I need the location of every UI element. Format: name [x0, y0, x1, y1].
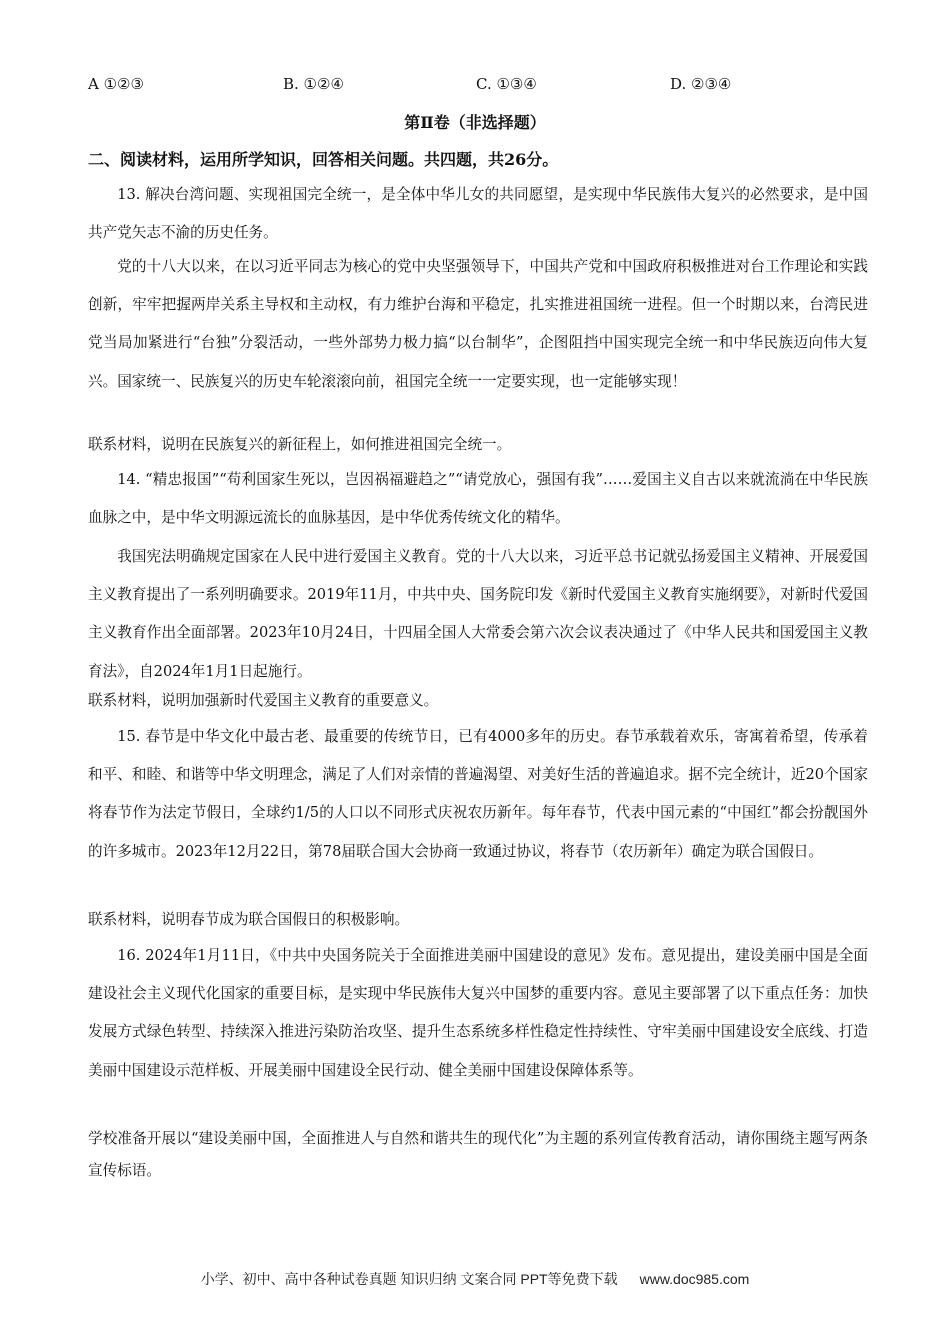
option-d: D. ②③④: [670, 75, 732, 93]
answer-options: [88, 75, 888, 97]
q16-question: 学校准备开展以“建设美丽中国，全面推进人与自然和谐共生的现代化”为主题的系列宣传教育活动，请你围绕主题写两条宣传标语。: [88, 1130, 868, 1179]
option-b: B. ①②④: [283, 75, 344, 93]
q15-question: 联系材料，说明春节成为联合国假日的积极影响。: [88, 911, 410, 928]
q13-paragraph-2: 党的十八大以来，在以习近平同志为核心的党中央坚强领导下，中国共产党和中国政府积极推进对台工作理论和实践创新，牢牢把握两岸关系主导权和主动权，有力维护台海和平稳定，扎实推进祖国统一进程。但一个时期以来，台湾民进党当局加紧进行“台独”分裂活动，一些外部势力极力搞“以台制华”，企图阻挡中国实现完全统一和中华民族迈向伟大复兴。国家统一、民族复兴的历史车轮滚滚向前，祖国完全统一一定要实现，也一定能够实现！: [88, 258, 868, 390]
q16-paragraph-1: 16. 2024年1月11日，《中共中央国务院关于全面推进美丽中国建设的意见》发布。意见提出，建设美丽中国是全面建设社会主义现代化国家的重要目标，是实现中华民族伟大复兴中国梦的重要内容。意见主要部署了以下重点任务：加快发展方式绿色转型、持续深入推进污染防治攻坚、提升生态系统多样性稳定性持续性、守牢美丽中国建设安全底线、打造美丽中国建设示范样板、开展美丽中国建设全民行动、健全美丽中国建设保障体系等。: [88, 947, 868, 1079]
q13-question: 联系材料，说明在民族复兴的新征程上，如何推进祖国完全统一。: [88, 436, 512, 453]
footer-link[interactable]: www.doc985.com: [639, 1271, 750, 1287]
volume-title: 第Ⅱ卷（非选择题）: [404, 113, 546, 132]
q13-paragraph-1: 13. 解决台湾问题、实现祖国完全统一，是全体中华儿女的共同愿望，是实现中华民族伟大复兴的必然要求，是中国共产党矢志不渝的历史任务。: [88, 186, 868, 242]
option-a: A ①②③: [88, 75, 144, 93]
q14-paragraph-1: 14. “精忠报国”“苟利国家生死以，岂因祸福避趋之”“请党放心，强国有我”……爱国主义自古以来就流淌在中华民族血脉之中，是中华文明源远流长的血脉基因，是中华优秀传统文化的精华。: [88, 471, 868, 527]
q14-paragraph-2: 我国宪法明确规定国家在人民中进行爱国主义教育。党的十八大以来，习近平总书记就弘扬爱国主义精神、开展爱国主义教育提出了一系列明确要求。2019年11月，中共中央、国务院印发《新时代爱国主义教育实施纲要》，对新时代爱国主义教育作出全面部署。2023年10月24日，十四届全国人大常委会第六次会议表决通过了《中华人民共和国爱国主义教育法》，自2024年1月1日起施行。: [88, 548, 868, 680]
footer-text: 小学、初中、高中各种试卷真题 知识归纳 文案合同 PPT等免费下载: [200, 1271, 618, 1287]
q14-question: 联系材料，说明加强新时代爱国主义教育的重要意义。: [88, 692, 439, 709]
q15-paragraph-1: 15. 春节是中华文化中最古老、最重要的传统节日，已有4000多年的历史。春节承载着欢乐，寄寓着希望，传承着和平、和睦、和谐等中华文明理念，满足了人们对亲情的普遍渴望、对美好生活的普遍追求。据不完全统计，近20个国家将春节作为法定节假日，全球约1/5的人口以不同形式庆祝农历新年。每年春节，代表中国元素的“中国红”都会扮靓国外的许多城市。2023年12月22日，第78届联合国大会协商一致通过协议，将春节（农历新年）确定为联合国假日。: [88, 728, 868, 860]
option-c: C. ①③④: [476, 75, 537, 93]
page-footer: [0, 1269, 950, 1289]
section-heading: 二、阅读材料，运用所学知识，回答相关问题。共四题，共26分。: [88, 150, 559, 169]
